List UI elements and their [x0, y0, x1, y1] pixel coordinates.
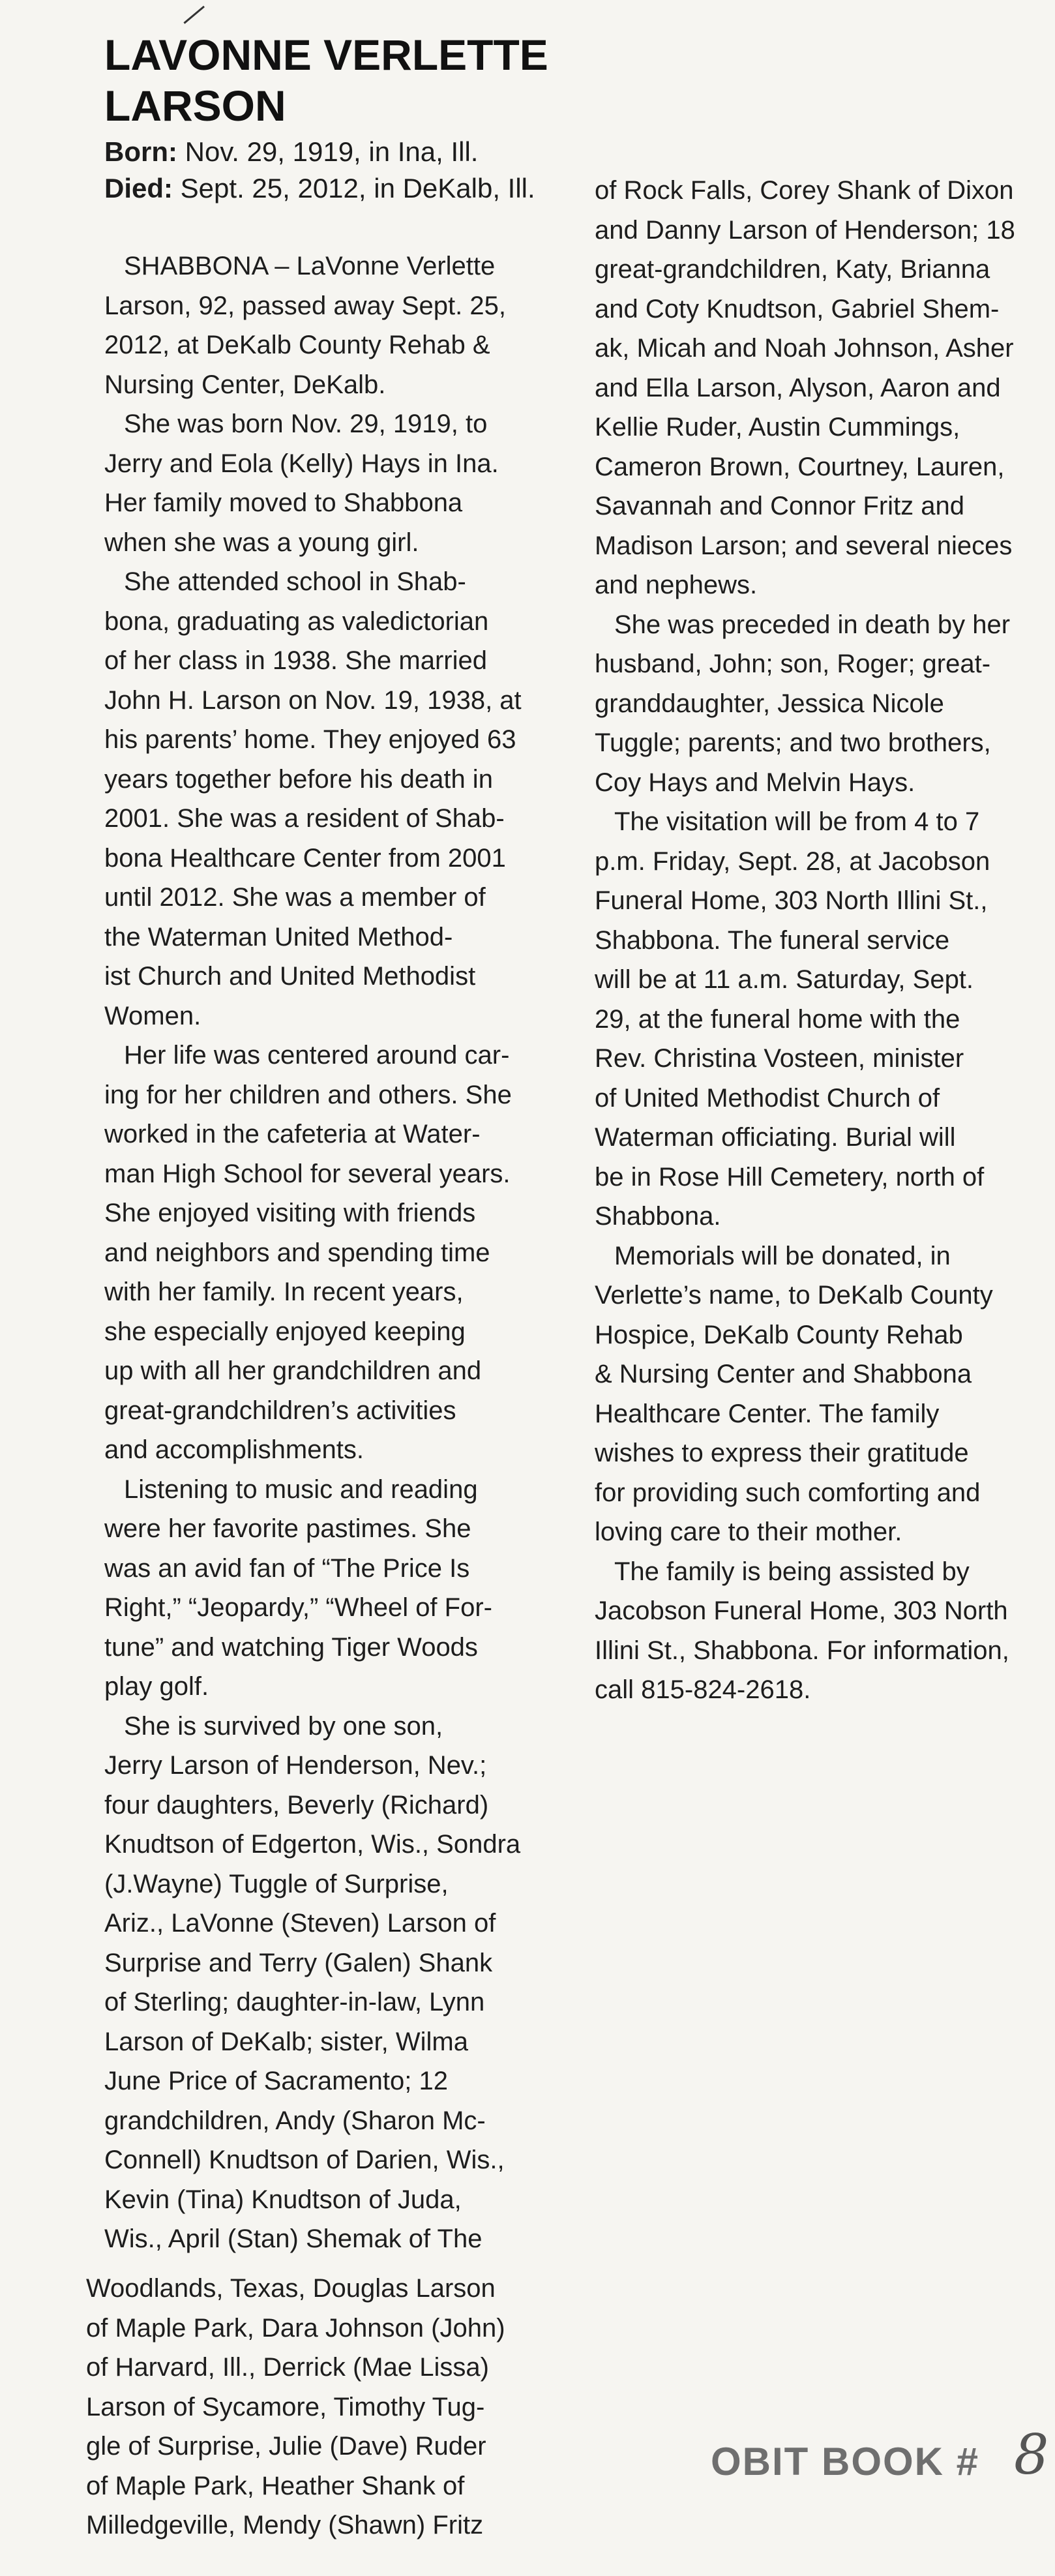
text-line: Memorials will be donated, in: [614, 1241, 951, 1270]
text-line: Coy Hays and Melvin Hays.: [595, 768, 915, 797]
text-line: Knudtson of Edgerton, Wis., Sondra: [104, 1830, 521, 1859]
text-line: with her family. In recent years,: [104, 1278, 464, 1306]
text-line: Illini St., Shabbona. For information,: [595, 1636, 1009, 1665]
text-line: wishes to express their gratitude: [595, 1439, 969, 1467]
text-line: ak, Micah and Noah Johnson, Asher: [595, 334, 1014, 363]
text-line: and neighbors and spending time: [104, 1238, 490, 1267]
text-line: Surprise and Terry (Galen) Shank: [104, 1948, 493, 1977]
text-line: Connell) Knudtson of Darien, Wis.,: [104, 2146, 505, 2174]
text-column-left: [104, 247, 561, 2259]
text-line: Ariz., LaVonne (Steven) Larson of: [104, 1909, 496, 1938]
died-line: [104, 170, 613, 207]
text-line: up with all her grandchildren and: [104, 1356, 482, 1385]
text-line: Listening to music and reading: [124, 1475, 478, 1504]
vital-dates: [104, 134, 613, 207]
died-label: Died:: [104, 173, 173, 203]
text-line: John H. Larson on Nov. 19, 1938, at: [104, 685, 522, 715]
text-line: of Maple Park, Heather Shank of: [86, 2471, 465, 2500]
text-line: ist Church and United Methodist: [104, 962, 476, 991]
text-line: SHABBONA – LaVonne Verlette: [124, 252, 496, 280]
text-line: until 2012. She was a member of: [104, 883, 486, 912]
text-line: loving care to their mother.: [595, 1518, 902, 1546]
text-line: Her life was centered around car-: [124, 1041, 510, 1070]
text-line: Milledgeville, Mendy (Shawn) Fritz: [86, 2511, 484, 2539]
text-line: and Coty Knudtson, Gabriel Shem-: [595, 294, 1000, 323]
text-line: granddaughter, Jessica Nicole: [595, 689, 944, 718]
text-line: The family is being assisted by: [614, 1557, 970, 1586]
text-line: She was born Nov. 29, 1919, to: [124, 410, 488, 438]
text-line: Larson of DeKalb; sister, Wilma: [104, 2027, 468, 2056]
text-line: Shabbona. The funeral service: [595, 925, 950, 955]
text-line: She attended school in Shab-: [124, 567, 466, 596]
text-line: and Ella Larson, Alyson, Aaron and: [595, 373, 1001, 402]
text-line: worked in the cafeteria at Water-: [104, 1120, 481, 1148]
text-line: great-grandchildren, Katy, Brianna: [595, 255, 990, 284]
text-line: gle of Surprise, Julie (Dave) Ruder: [86, 2432, 486, 2461]
text-line: Tuggle; parents; and two brothers,: [595, 728, 991, 757]
title-line-1: LAVONNE VERLETTE: [104, 31, 548, 79]
text-line: will be at 11 a.m. Saturday, Sept.: [595, 965, 974, 994]
text-line: Woodlands, Texas, Douglas Larson: [86, 2274, 496, 2303]
text-line: Wis., April (Stan) Shemak of The: [104, 2224, 483, 2253]
text-line: of Sterling; daughter-in-law, Lynn: [104, 1988, 485, 2016]
text-line: Kevin (Tina) Knudtson of Juda,: [104, 2185, 462, 2214]
text-line: Savannah and Connor Fritz and: [595, 492, 965, 520]
obituary-title: [104, 29, 548, 131]
text-line: The visitation will be from 4 to 7: [614, 807, 980, 836]
obit-book-number: 8: [1014, 2423, 1049, 2487]
text-line: Right,” “Jeopardy,” “Wheel of For-: [104, 1593, 492, 1622]
text-line: & Nursing Center and Shabbona: [595, 1360, 972, 1388]
text-line: Verlette’s name, to DeKalb County: [595, 1281, 993, 1310]
text-line: Kellie Ruder, Austin Cummings,: [595, 413, 960, 442]
text-line: the Waterman United Method-: [104, 922, 453, 951]
text-line: was an avid fan of “The Price Is: [104, 1553, 470, 1583]
text-line: of United Methodist Church of: [595, 1083, 940, 1113]
text-line: Jerry Larson of Henderson, Nev.;: [104, 1751, 487, 1780]
title-line-2: LARSON: [104, 82, 286, 130]
text-line: when she was a young girl.: [104, 528, 419, 557]
text-line: and Danny Larson of Henderson; 18: [595, 215, 1015, 245]
text-line: 2012, at DeKalb County Rehab &: [104, 331, 490, 359]
text-line: his parents’ home. They enjoyed 63: [104, 725, 516, 754]
text-line: tune” and watching Tiger Woods: [104, 1632, 478, 1662]
text-line: of Rock Falls, Corey Shank of Dixon: [595, 176, 1014, 205]
born-value: Nov. 29, 1919, in Ina, Ill.: [177, 136, 479, 167]
text-line: great-grandchildren’s activities: [104, 1396, 456, 1425]
text-line: years together before his death in: [104, 764, 493, 794]
text-line: man High School for several years.: [104, 1159, 511, 1188]
text-line: Nursing Center, DeKalb.: [104, 370, 386, 399]
text-line: Shabbona.: [595, 1202, 721, 1231]
text-line: Larson of Sycamore, Timothy Tug-: [86, 2392, 485, 2421]
text-line: she especially enjoyed keeping: [104, 1317, 466, 1346]
obit-book-stamp: OBIT BOOK #: [711, 2440, 980, 2483]
pen-mark: [173, 0, 205, 24]
text-line: Women.: [104, 1001, 201, 1030]
text-line: of her class in 1938. She married: [104, 646, 487, 675]
text-line: p.m. Friday, Sept. 28, at Jacobson: [595, 846, 990, 876]
text-line: 29, at the funeral home with the: [595, 1004, 960, 1034]
born-label: Born:: [104, 136, 177, 167]
text-line: and nephews.: [595, 571, 758, 599]
text-line: Jacobson Funeral Home, 303 North: [595, 1596, 1008, 1625]
born-line: [104, 134, 613, 170]
text-line: Healthcare Center. The family: [595, 1399, 940, 1428]
text-line: grandchildren, Andy (Sharon Mc-: [104, 2106, 486, 2135]
text-line: Waterman officiating. Burial will: [595, 1123, 956, 1152]
died-value: Sept. 25, 2012, in DeKalb, Ill.: [173, 173, 535, 203]
text-line: She enjoyed visiting with friends: [104, 1199, 476, 1227]
text-line: bona Healthcare Center from 2001: [104, 843, 506, 873]
text-line: 2001. She was a resident of Shab-: [104, 804, 505, 833]
text-line: Madison Larson; and several nieces: [595, 531, 1013, 560]
text-line: bona, graduating as valedictorian: [104, 607, 489, 636]
text-line: of Maple Park, Dara Johnson (John): [86, 2313, 505, 2343]
text-line: husband, John; son, Roger; great-: [595, 650, 991, 678]
text-line: June Price of Sacramento; 12: [104, 2067, 448, 2095]
text-line: Her family moved to Shabbona: [104, 488, 463, 517]
text-line: play golf.: [104, 1672, 209, 1701]
text-line: ing for her children and others. She: [104, 1080, 512, 1109]
text-line: (J.Wayne) Tuggle of Surprise,: [104, 1869, 449, 1898]
text-line: and accomplishments.: [104, 1435, 364, 1464]
text-line: Cameron Brown, Courtney, Lauren,: [595, 452, 1005, 481]
text-line: of Harvard, Ill., Derrick (Mae Lissa): [86, 2353, 489, 2382]
text-line: be in Rose Hill Cemetery, north of: [595, 1162, 985, 1191]
text-column-left-continued: [86, 2269, 561, 2545]
text-line: for providing such comforting and: [595, 1478, 981, 1507]
text-line: four daughters, Beverly (Richard): [104, 1790, 489, 1820]
text-line: Rev. Christina Vosteen, minister: [595, 1044, 964, 1073]
text-line: Jerry and Eola (Kelly) Hays in Ina.: [104, 449, 499, 478]
text-line: Funeral Home, 303 North Illini St.,: [595, 886, 988, 915]
text-column-right: [595, 171, 1045, 1710]
text-line: She is survived by one son,: [124, 1711, 443, 1741]
text-line: were her favorite pastimes. She: [104, 1514, 471, 1543]
text-line: call 815-824-2618.: [595, 1675, 811, 1704]
text-line: She was preceded in death by her: [614, 610, 1011, 639]
text-line: Larson, 92, passed away Sept. 25,: [104, 291, 506, 320]
text-line: Hospice, DeKalb County Rehab: [595, 1320, 963, 1349]
